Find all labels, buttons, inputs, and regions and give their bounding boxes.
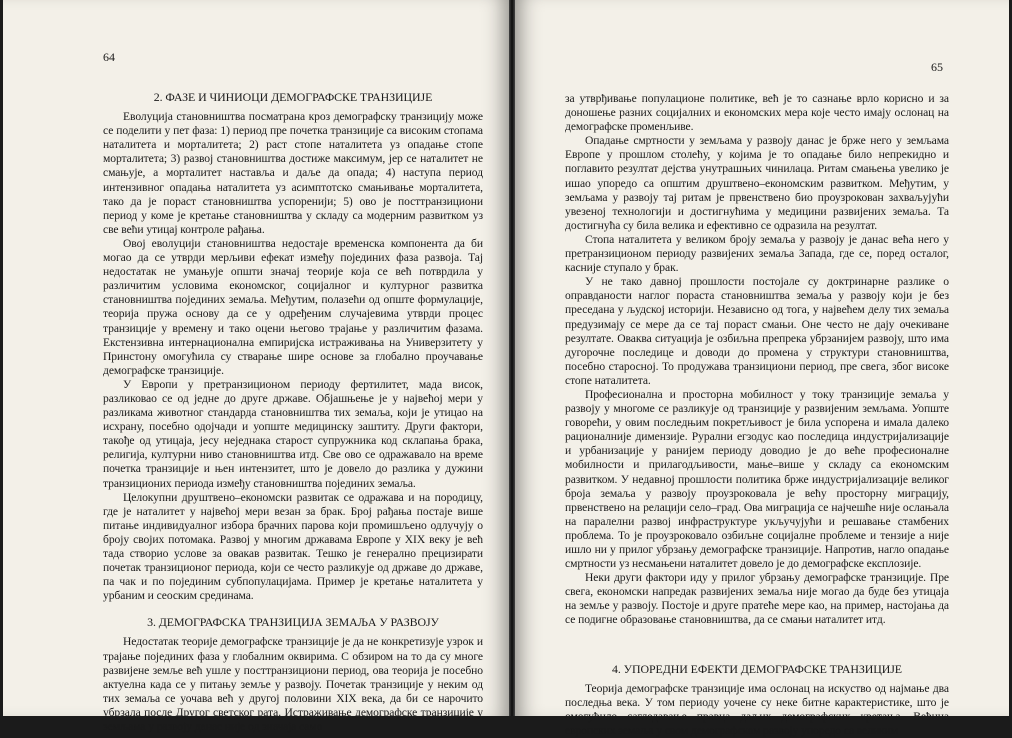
paragraph: за утврђивање популационе политике, већ је то сазнање врло корисно и за доношење разних социјалних и економских мера које често имају ослонац на демографске променљиве. (565, 92, 949, 134)
paragraph: Неки други фактори иду у прилог убрзању демографске транзиције. Пре свега, економски напредак развијених земаља није могао да буде без утицаја на земље у развоју. Постоје и друге пратеће мере као, на пример, настојања да се подигне образовање становништва, да се смањи наталитет итд. (565, 571, 949, 627)
left-text-block (103, 90, 483, 734)
paragraph: У Европи у претранзиционом периоду фертилитет, мада висок, разликовао се од једне до друге државе. Објашњење је у највећој мери у разликама животног стандарда становништва тих земаља, који је утицао на исхрану, посебно одојчади и уопште медицинску заштиту. Други фактори, такође од утицаја, јесу неједнака старост супружника код склапања брака, религија, културни ниво становништва итд. Све ово се одражавало на време почетка транзиције и њен интензитет, што је довело до разлика у дужини транзиционих периода између становништва појединих земаља. (103, 377, 483, 490)
section-heading: 4. УПОРЕДНИ ЕФЕКТИ ДЕМОГРАФСКЕ ТРАНЗИЦИЈЕ (612, 661, 902, 676)
paragraph: Целокупни друштвено–економски развитак се одражава и на породицу, где је наталитет у највећој мери везан за брак. Број рађања постаје више питање индивидуалног избора брачних парова који промишљено одлучују о броју својих потомака. Развој у многим државама Европе у XIX веку је већ тада створио услове за овакав развитак. Тешко је генерално прецизирати почетак транзиционог периода, који се често разликује од државе до државе, па чак и по појединим субпопулацијама. Пример је кретање наталитета у урбаним и сеоским срединама. (103, 490, 483, 603)
page-number: 64 (103, 50, 115, 64)
paragraph: Професионална и просторна мобилност у току транзиције земаља у развоју у многоме се разликује од транзиције у развијеним земљама. Уопште говорећи, у овим последњим покретљивост је била успорена и имала далеко рационалније димензије. Рурални егзодус као последица индустријализације и урбанизације у ранијем периоду доводио је до веће професионалне мобилности и прилагодљивости, мање–више у складу са економским развитком. У недавној прошлости политика брже индустријализације великог броја земаља у развоју проузроковала је већу просторну миграцију, првенствено на релацији село–град. Ова миграција се најчешће није ослањала на паралелни развој инфраструктуре укључујући и решавање стамбених проблема. То је проузроковало озбиљне социјалне проблеме и тензије а није ишло ни у прилог убрзању демографске транзиције. Напротив, нагло опадање смртности уз несмањени наталитет довело је до демографске експлозије. (565, 387, 949, 571)
paragraph: Еволуција становништва посматрана кроз демографску транзицију може се поделити у пет фаза: 1) период пре почетка транзиције са високим стопама наталитета и морталитета; 2) раст стопе наталитета уз опадање стопе морталитета; 3) развој становништва достиже максимум, јер се наталитет не смањује, а морталитет наставља и даље да опада; 4) наступа период интензивног опадања наталитета уз асимптотско смањивање морталитета, тако да је пораст становништва успоренији; 5) ово је посттранзициони период у коме је кретање становништва у складу са модерним развитком уз све већи утицај контроле рађања. (103, 110, 483, 236)
spacer (103, 603, 483, 615)
section-heading: 3. ДЕМОГРАФСКА ТРАНЗИЦИЈА ЗЕМАЉА У РАЗВОЈУ (147, 615, 439, 630)
right-text-block (565, 92, 949, 738)
left-page (3, 0, 509, 734)
paragraph: Недостатак теорије демографске транзиције је да не конкретизује узрок и трајање појединих фаза у глобалним оквирима. С обзиром на то да су многе развијене земље већ ушле у посттранзициони период, ова теорија је посебно актуелна када се у питању земље у развоју. Почетак транзиције у неким од тих земаља се уочава већ у другој половини XIX века, да би се нарочито убрзала после Другог светског рата. Истраживање демографске транзиције у земљама у развоју данас није од значаја само (103, 635, 483, 734)
page-number: 65 (931, 60, 943, 74)
paragraph: Стопа наталитета у великом броју земаља у развоју је данас већа него у претранзиционом периоду развијених земаља Запада, где се, поред осталог, касније ступало у брак. (565, 232, 949, 275)
paragraph: Овој еволуцији становништва недостаје временска компонента да би могао да се утврди мерљиви ефекат између појединих фаза развоја. Тај недостатак не умањује општи значај теорије која се већ потврдила у различитим условима економског, социјалног и културног развитка становништва појединих земаља. Међутим, полазећи од опште формулације, теорија пружа основу да се у одређеним случајевима утврди процес транзиције у времену и тако оцени његово трајање у различитим фазама. Екстензивна интернационална емпиријска истраживања на Универзитету у Принстону омогућила су стварање шире основе за глобално проучавање демографске транзиције. (103, 236, 483, 377)
paragraph: У не тако давној прошлости постојале су доктринарне разлике о оправданости наглог пораста становништва земаља у развоју који је без преседана у људској историји. Независно од тога, у највећем делу тих земаља предузимају се мере да се тај пораст смањи. Оне често не дају очекиване резултате. Оваква ситуација је озбиљна препрека убрзанијем развоју, што има дугорочне последице и доводи до промена у структури становништва, посебно старосној. То продужава транзициони период, пре свега, због високе стопе наталитета. (565, 275, 949, 387)
paragraph: Опадање смртности у земљама у развоју данас је брже него у земљама Европе у прошлом столећу, у којима је то опадање било непрекидно и поглавито резултат дејства унутрашњих чинилаца. Ритам смањења увелико је ишао упоредо са општим друштвено–економским развитком. Међутим, у земљама у развоју тај ритам је првенствено био проузрокован захваљујући увезеној технологији и достигнућима у медицини развијених земаља. Та достигнућа су била велика и ефективно се одразила на резултат. (565, 134, 949, 232)
right-page (515, 0, 1009, 737)
section-heading: 2. ФАЗЕ И ЧИНИОЦИ ДЕМОГРАФСКЕ ТРАНЗИЦИЈЕ (153, 90, 433, 104)
paragraph: Теорија демографске транзиције има ослонац на искуство од најмање два последња века. У том периоду уочене су неке битне карактеристике, што је омогућило сагледавање правца даљих демографских кретања. Већина европских земаља у свом демографском развоју упоредо са великим (565, 681, 949, 737)
spacer (565, 628, 949, 662)
